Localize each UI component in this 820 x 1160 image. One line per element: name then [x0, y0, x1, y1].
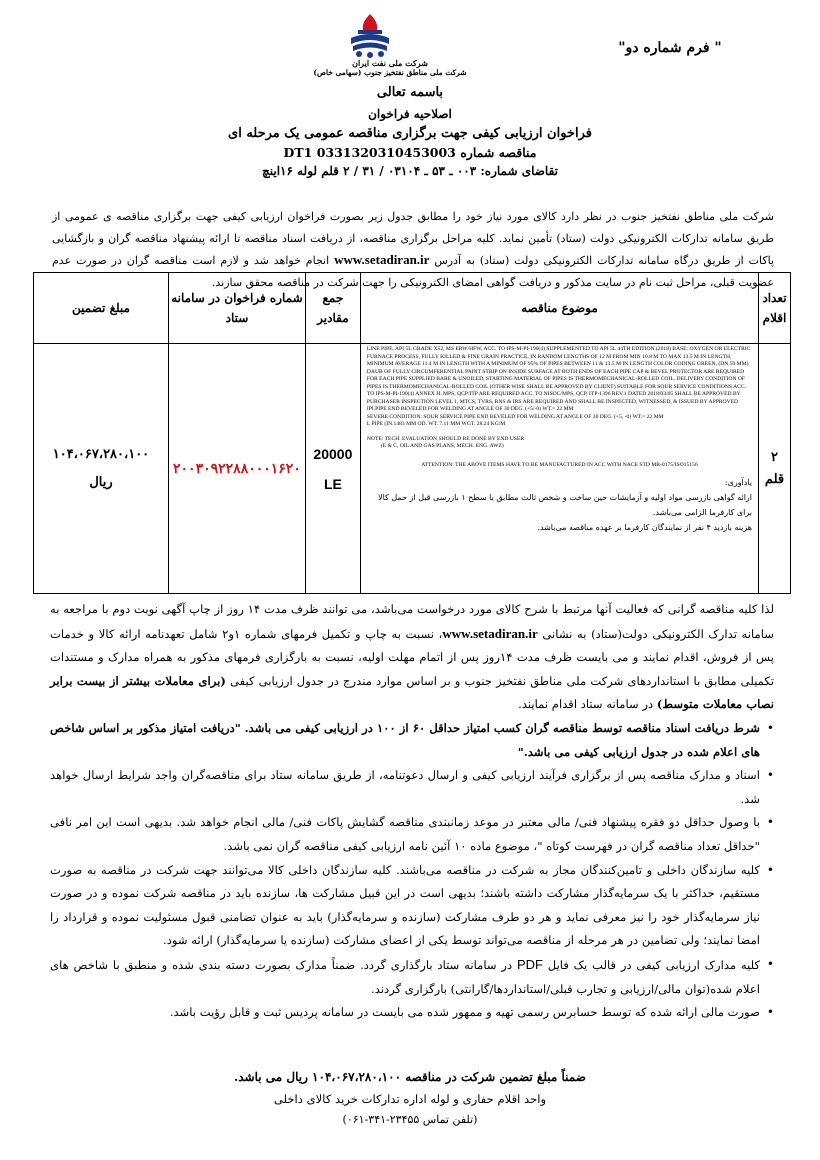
body-p1-text-b: ، نسبت به چاپ و تکمیل فرمهای شماره ۱و۲ شامل تعهدنامه ارائه کالا و خدمات پس از فروش، اقدام نمایند و می بایست ظرف مدت ۱۴روز پس از اتمام مهلت اولیه، نسبت به بارگزاری فرمهای مذکور به همراه مدارک و مستندات تکمیلی مطابق با استانداردهای شرکت ملی مناطق نفتخیز جنوب و بر اساس موارد مندرج در جدول ارزیابی کیفی: [50, 626, 775, 688]
bullet-icon: •: [766, 815, 774, 830]
cell-amount: [305, 344, 360, 594]
list-item: [50, 811, 774, 858]
bullet3-text: با وصول حداقل دو فقره پیشنهاد فنی/ مالی معتبر در موعد زمانبندی مناقصه گشایش پاکات فنی/ مالی انجام خواهد شد. بدیهی است این امر نافی "حداقل تعداد مناقصه گران در فهرست کوتاه "، موضوع ماده ۱۰ آئین نامه ارزیابی کیفی مناقصه گران نمی باشد.: [50, 815, 760, 853]
bullet2-text: اسناد و مدارک مناقصه پس از برگزاری فرآیند ارزیابی کیفی و ارسال دعوتنامه، از طریق سامانه ستاد برای مناقصه‌گران واجد شرایط ارسال خواهد شد.: [50, 768, 760, 806]
intro-text-2: انجام خواهد شد و لازم است مناقصه گران در صورت عدم عضویت قبلی، مراحل ثبت نام در سایت مذکور و دریافت گواهی امضای الکترونیکی را جهت شرکت در مناقصه محقق سازند.: [52, 254, 774, 289]
table-header-row: [34, 273, 791, 344]
bullet5-pdf: PDF: [516, 956, 543, 972]
note-visit-cost: هزینه بازدید ۴ نفر از نمایندگان کارفرما بر عهده مناقصه می‌باشد.: [537, 523, 753, 532]
spec-attention: ATTENTION: THE ABOVE ITEMS HAVE TO BE MANUFACTURED IN ACC WITH NACE STD MR-0175/ISO15156: [421, 461, 698, 468]
list-item: [50, 859, 774, 953]
guarantee-statement: ضمناً مبلغ تضمین شرکت در مناقصه ۱۰۴،۰۶۷،۲۸۰،۱۰۰ ریال می باشد.: [234, 1070, 586, 1084]
bullet-icon: •: [766, 956, 774, 971]
guarantee-unit: ریال: [89, 474, 113, 490]
tender-number: مناقصه شماره 0331320310453003 DT1: [283, 145, 537, 160]
intro-text-1: شرکت ملی مناطق نفتخیز جنوب در نظر دارد کالای مورد نیاز خود را مطابق جدول زیر بصورت فراخوان ارزیابی کیفی جهت برگزاری مناقصه ی عمومی از طریق سامانه تدارکات الکترونیکی دولت (ستاد) تأمین نماید. کلیه مراحل برگزاری مناقصه، از دریافت اسناد مناقصه تا ارائه پیشنهاد مناقصه گران و بازگشایی پاکات از طریق درگاه سامانه تدارکات الکترونیکی دولت (ستاد) به آدرس: [52, 210, 774, 267]
bullet-icon: •: [766, 1005, 774, 1020]
col-header-guarantee: مبلغ تضمین: [34, 273, 169, 344]
tender-items-table: [33, 272, 791, 594]
amendment-title: اصلاحیه فراخوان: [368, 107, 452, 121]
amount-unit: LE: [323, 475, 342, 492]
table-row: [34, 344, 791, 594]
spec-sour: SEVERE CONDITION: SOUR SERVICE PIPE END BEVELED FOR WELDING AT ANGLE OF 30 DEG. (+5, -0) WT.= 22 MM: [366, 413, 664, 420]
body-p1-text-a: لذا کلیه مناقصه گرانی که فعالیت آنها مرتبط با شرح کالای مورد درخواست می‌باشد، می توانند ظرف مدت ۱۴ روز از چاپ آگهی نوبت دوم با مراجعه به سامانه تدارک الکترونیکی دولت(ستاد) به نشانی: [50, 602, 775, 641]
bullet4-text: کلیه سازندگان داخلی و تامین‌کنندگان مجاز به شرکت در مناقصه می‌باشند. کلیه سازندگان داخلی کالا می‌توانند جهت شرکت در مناقصه به صورت مستقیم، حداکثر با یک سرمایه‌گذار مشارکت داشته باشند؛ بدیهی است در این قبیل مشارکت ها، سازنده باید در مناقصه شرکت نموده و در صورت نیاز سرمایه‌گذار خود را نیز معرفی نماید و هر دو طرف مشارکت (سازنده و سرمایه‌گذار) باید به عنوان تضامنی قبول مسئولیت نموده و قرارداد را امضا نمایند؛ ولی تضامین در هر مرحله از مناقصه می‌تواند توسط یکی از اعضای مشارکت (سازنده یا سرمایه‌گذار) ارائه شود.: [50, 862, 760, 948]
bullet-icon: •: [766, 720, 774, 735]
body-paragraph: [50, 598, 774, 717]
body-p1-text-c: در سامانه ستاد اقدام نمایند.: [518, 697, 654, 712]
footer: [160, 1066, 660, 1130]
bullet5-text-b: در سامانه ستاد بارگذاری گردد. ضمناً مدارک بصورت دسته بندی شده و منطبق با شاخص های اعلام شده(توان مالی/ارزیابی و تجارب قبلی/استانداردها/گارانتی) بارگزاری گردند.: [50, 957, 760, 996]
list-item: [50, 764, 774, 811]
col-header-subject: موضوع مناقصه: [360, 273, 758, 344]
contact-phone: (تلفن تماس ۲۳۴۵۵-۳۴۱-۰۶۱): [342, 1113, 478, 1126]
cell-qty: [759, 344, 791, 594]
col-header-call-number: شماره فراخوان در سامانه ستاد: [168, 273, 305, 344]
website-link-2[interactable]: www.setadiran.ir: [442, 625, 538, 641]
bullet-icon: •: [766, 862, 774, 877]
spec-size: L PIPE (IN.1483 MM OD. WT. 7.11 MM WGT. 28.24 KG/M: [366, 421, 506, 427]
col-header-amount: جمع مقادیر: [305, 273, 360, 344]
bullet1-text-a: شرط دریافت اسناد مناقصه توسط مناقصه گران کسب امتیاز حداقل ۶۰ از ۱۰۰ در ارزیابی کیفی می باشد.: [244, 720, 760, 735]
item-specification: [367, 344, 752, 469]
website-link[interactable]: www.setadiran.ir: [334, 252, 430, 267]
note-inspection: ارائه گواهی بازرسی مواد اولیه و آزمایشات حین ساخت و شخص ثالث مطابق با سطح ۱ بازرسی قبل از حمل کالا برای کارفرما الزامی می‌باشد.: [378, 493, 753, 517]
list-item: [50, 1001, 774, 1025]
company-line-1: شرکت ملی نفت ایران: [352, 58, 428, 68]
bullet5-text-a: کلیه مدارک ارزیابی کیفی در قالب یک فایل: [547, 957, 761, 972]
company-line-2: شرکت ملی مناطق نفتخیز جنوب (سهامی خاص): [313, 68, 467, 77]
form-number: " فرم شماره دو": [618, 40, 722, 56]
basmala: باسمه تعالی: [376, 85, 444, 100]
spec-main: LINE PIPE, API 5L GRADE X52, MS ERW/HFW, ACC. TO IPS-M-PI-190(4) SUPPLEMENTED TO API 5L 44TH EDITION (2018) BASE: OXYGEN OR ELECTRIC FURNACE PROCESS, FULLY KILLED & FINE GRAIN PRACTICE, IN RANDOM LENGTHS OF 12 M FROM MIN 10.8 M TO MAX 13.5 M IN LENGTH, MINIMUM AVERAGE 11.4 M IN LENGTH WITH A MINIMUM OF 95% OF PIPES BETWEEN 11 & 13.5 M IN LENGTH COLOR CODING GREEN, (DN 50 MM) DAUB OF FULLY CIRCUMFERENTIAL PAINT STRIP ON INSIDE SURFACE AT BOTH ENDS OF EACH PIPE CAP & BEVEL PROTECTOR ARE REQUIRED FOR EACH PIPE SUPPLIED BARE & UNOILED, STARTING MATERIAL OF PIPES IS THERMOMECHANICAL-ROLLED COIL. DELIVERY CONDITION OF PIPES IS THERMOMECHANICAL-ROLLED COIL (OTHER WISE SHALL BE APPROVED BY CLIENT) SUITABLE FOR SOUR SERVICE CONDITIONS ACC. TO IPS-M-PI-190(4) ANNEX H. MPS, QCP/ITP ARE REQUIRED ACC. TO NISOC/MPS, QCP, ITP-1396 REV.1 DATED 2018/03/05 SHALL BE APPROVED BY PURCHASER INSPECTION LEVEL 1, MTCS, TVRS, RNS & IRS ARE REQUIRED AND SHALL BE INSPECTED, WITNESSED, & ISSUED BY APPROVED IPI.PIPE END BEVELED FOR WELDING AT ANGLE OF 30 DEG. (+5/-0) WT.= 22 MM: [366, 346, 751, 412]
bullet1-text-b: "دریافت امتیاز مذکور بر اساس شاخص های اعلام شده در جدول ارزیابی کیفی می باشد.": [50, 720, 760, 759]
cell-call-number: ۲۰۰۳۰۹۲۲۸۸۰۰۰۱۶۲۰: [168, 344, 305, 594]
body-p1-bold: (برای معاملات بیشتر از بیست برابر نصاب معاملات متوسط): [50, 673, 774, 712]
spec-note-2: (E & C, OIL AND GAS PLANS, MECH. ENG. AWZ): [380, 443, 504, 449]
reminder-notes: [367, 475, 752, 535]
company-name: [270, 58, 510, 78]
bullet6-text: صورت مالی ارائه شده که توسط حسابرس رسمی تهیه و ممهور شده می بایست در سامانه پردیس ثبت و قابل رؤیت باشد.: [169, 1005, 760, 1020]
body-text: [50, 598, 774, 1025]
bullet-icon: •: [766, 768, 774, 783]
amount-value: 20000: [313, 445, 353, 462]
col-header-qty: تعداد اقلام: [759, 273, 791, 344]
list-item: [50, 953, 774, 1001]
list-item: [50, 717, 774, 764]
spec-note-1: NOTE: TECH. EVALUATION SHOULD BE DONE BY END USER: [366, 435, 525, 442]
nioc-logo-icon: [345, 8, 395, 60]
page-title: فراخوان ارزیابی کیفی جهت برگزاری مناقصه عمومی یک مرحله ای: [228, 126, 592, 141]
cell-subject: [360, 344, 758, 594]
qty-unit: قلم: [764, 471, 785, 487]
cell-guarantee: [34, 344, 169, 594]
request-number: تقاضای شماره: ۰۰۳ ـ ۵۳ ـ ۰۳۱۰۴ / ۳۱ / ۲ قلم لوله ۱۶اینچ: [261, 164, 558, 178]
notes-title: یادآوری:: [724, 478, 753, 487]
qty-value: ۲: [771, 449, 778, 465]
guarantee-value: ۱۰۴،۰۶۷،۲۸۰،۱۰۰: [52, 446, 150, 462]
document-headings: [200, 82, 620, 180]
issuing-unit: واحد اقلام حفاری و لوله اداره تدارکات خرید کالای داخلی: [273, 1092, 547, 1106]
